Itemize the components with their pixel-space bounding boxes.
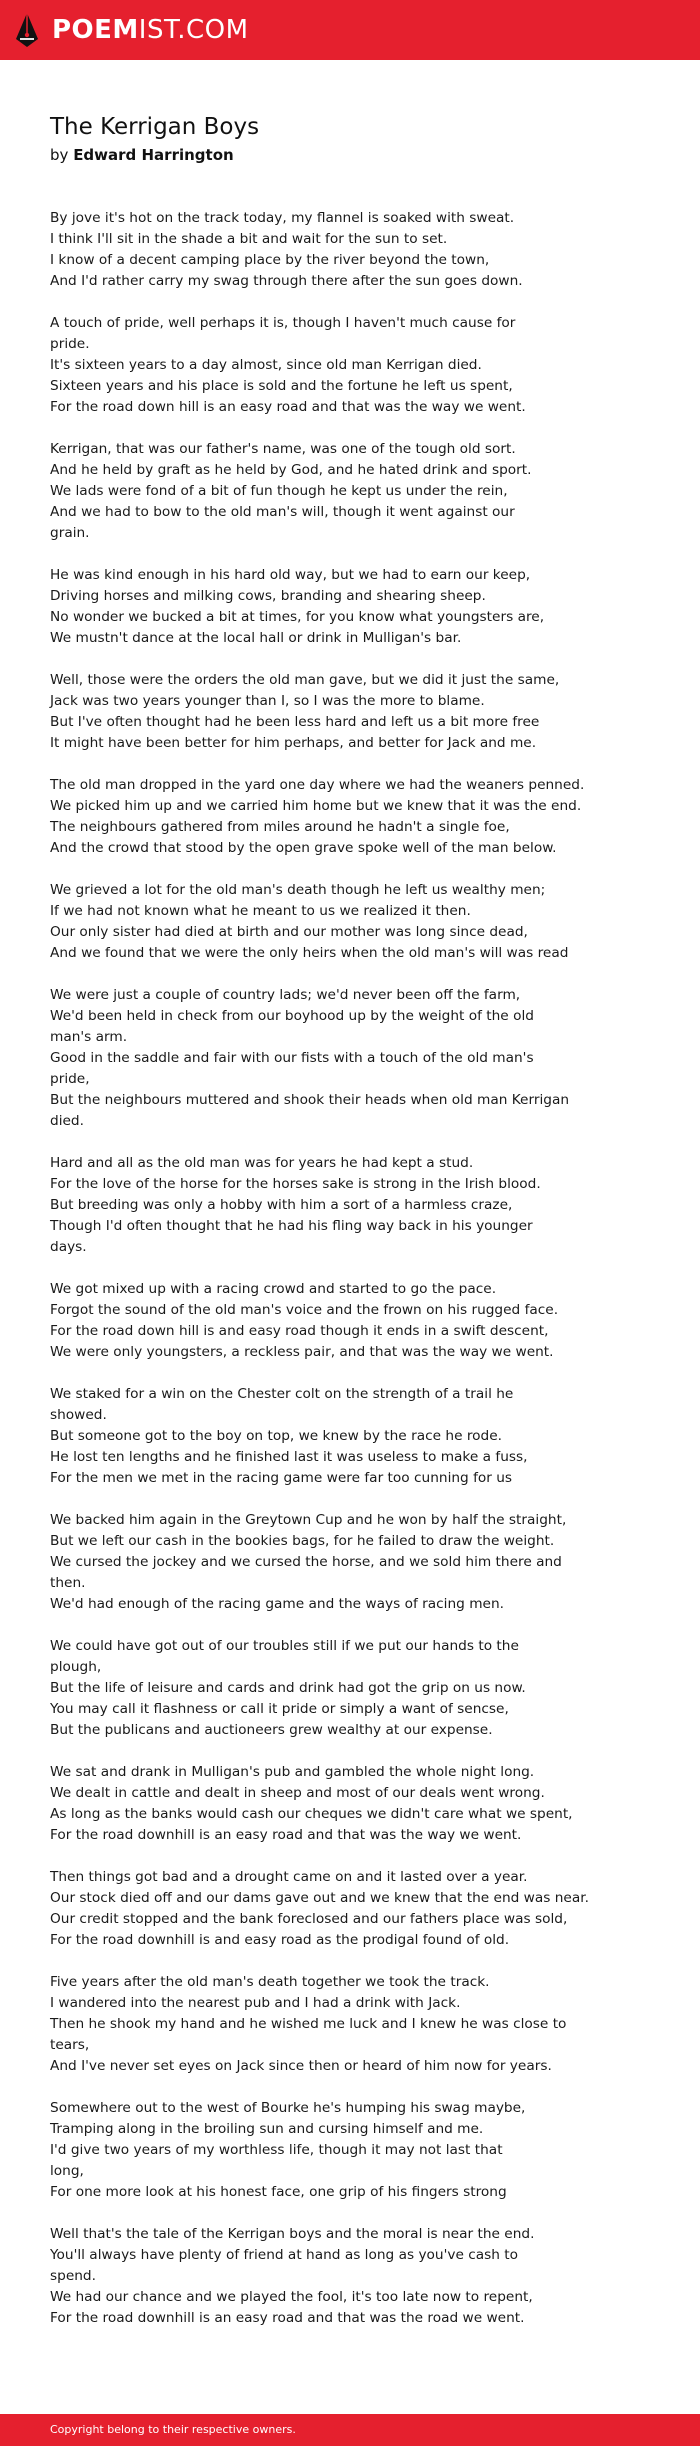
poem-line: For the love of the horse for the horses sake is strong in the Irish blood. xyxy=(50,1176,541,1192)
poem-line: I wandered into the nearest pub and I had a drink with Jack. xyxy=(50,1995,461,2011)
poem-line: Driving horses and milking cows, branding and shearing sheep. xyxy=(50,588,486,604)
poem-line: And we found that we were the only heirs when the old man's will was read xyxy=(50,945,569,961)
stanza xyxy=(50,880,610,964)
poem-line: We were just a couple of country lads; we'd never been off the farm, xyxy=(50,987,521,1003)
poem-body xyxy=(50,208,610,2329)
poem-line: You'll always have plenty of friend at hand as long as you've cash to xyxy=(50,2247,519,2263)
poem-line: We staked for a win on the Chester colt on the strength of a trail he xyxy=(50,1386,514,1402)
poem-line: He was kind enough in his hard old way, but we had to earn our keep, xyxy=(50,567,531,583)
poem-line: For the road down hill is an easy road and that was the way we went. xyxy=(50,399,526,415)
poem-line: But breeding was only a hobby with him a sort of a harmless craze, xyxy=(50,1197,513,1213)
poem-line: We grieved a lot for the old man's death though he left us wealthy men; xyxy=(50,882,546,898)
poem-line: man's arm. xyxy=(50,1029,128,1045)
stanza xyxy=(50,1636,610,1741)
poem-line: And the crowd that stood by the open grave spoke well of the man below. xyxy=(50,840,557,856)
poem-line: As long as the banks would cash our cheques we didn't care what we spent, xyxy=(50,1806,573,1822)
stanza xyxy=(50,1384,610,1489)
stanza xyxy=(50,1510,610,1615)
poem-line: Kerrigan, that was our father's name, was one of the tough old sort. xyxy=(50,441,516,457)
poem-title: The Kerrigan Boys xyxy=(50,114,260,140)
poem-line: We mustn't dance at the local hall or drink in Mulligan's bar. xyxy=(50,630,462,646)
poem-line: But the publicans and auctioneers grew wealthy at our expense. xyxy=(50,1722,493,1738)
poem-line: We could have got out of our troubles still if we put our hands to the xyxy=(50,1638,519,1654)
byline-prefix: by xyxy=(50,146,69,164)
poem-line: Well that's the tale of the Kerrigan boys and the moral is near the end. xyxy=(50,2226,535,2242)
poem-line: Tramping along in the broiling sun and cursing himself and me. xyxy=(50,2121,484,2137)
poem-line: We sat and drank in Mulligan's pub and gambled the whole night long. xyxy=(50,1764,535,1780)
poem-line: We'd been held in check from our boyhood up by the weight of the old xyxy=(50,1008,534,1024)
poem-line: For one more look at his honest face, one grip of his fingers strong xyxy=(50,2184,507,2200)
poem-line: A touch of pride, well perhaps it is, though I haven't much cause for xyxy=(50,315,516,331)
poem-line: showed. xyxy=(50,1407,107,1423)
poem-line: For the road down hill is and easy road though it ends in a swift descent, xyxy=(50,1323,549,1339)
poem-line: It might have been better for him perhaps, and better for Jack and me. xyxy=(50,735,537,751)
copyright-notice: Copyright belong to their respective owners. xyxy=(50,2423,296,2436)
poem-line: Hard and all as the old man was for years he had kept a stud. xyxy=(50,1155,474,1171)
poem-line: Five years after the old man's death together we took the track. xyxy=(50,1974,490,1990)
poem-line: Our credit stopped and the bank foreclosed and our fathers place was sold, xyxy=(50,1911,568,1927)
stanza xyxy=(50,985,610,1132)
poem-line: For the road downhill is and easy road as the prodigal found of old. xyxy=(50,1932,510,1948)
stanza xyxy=(50,208,610,292)
poem-line: Good in the saddle and fair with our fists with a touch of the old man's xyxy=(50,1050,534,1066)
poem-line: But I've often thought had he been less hard and left us a bit more free xyxy=(50,714,540,730)
stanza xyxy=(50,1279,610,1363)
poem-line: And I've never set eyes on Jack since then or heard of him now for years. xyxy=(50,2058,552,2074)
poem-line: We'd had enough of the racing game and the ways of racing men. xyxy=(50,1596,504,1612)
poem-line: He lost ten lengths and he finished last it was useless to make a fuss, xyxy=(50,1449,528,1465)
stanza xyxy=(50,1972,610,2077)
poem-line: But we left our cash in the bookies bags, for he failed to draw the weight. xyxy=(50,1533,555,1549)
poem-line: For the road downhill is an easy road and that was the road we went. xyxy=(50,2310,525,2326)
poem-line: But the neighbours muttered and shook their heads when old man Kerrigan xyxy=(50,1092,570,1108)
poem-line: The neighbours gathered from miles around he hadn't a single foe, xyxy=(50,819,510,835)
poem-line: We were only youngsters, a reckless pair, and that was the way we went. xyxy=(50,1344,554,1360)
poem-line: Somewhere out to the west of Bourke he's humping his swag maybe, xyxy=(50,2100,526,2116)
poem-line: Sixteen years and his place is sold and the fortune he left us spent, xyxy=(50,378,513,394)
poem-line: You may call it flashness or call it pride or simply a want of sencse, xyxy=(50,1701,509,1717)
poem-line: And we had to bow to the old man's will, though it went against our xyxy=(50,504,515,520)
poem-line: By jove it's hot on the track today, my flannel is soaked with sweat. xyxy=(50,210,515,226)
stanza xyxy=(50,1867,610,1951)
poem-line: I'd give two years of my worthless life, though it may not last that xyxy=(50,2142,503,2158)
footer-bar xyxy=(0,2414,700,2446)
poem-line: pride. xyxy=(50,336,90,352)
poem-line: For the men we met in the racing game were far too cunning for us xyxy=(50,1470,513,1486)
byline xyxy=(50,144,610,166)
poem-line: Then he shook my hand and he wished me luck and I knew he was close to xyxy=(50,2016,567,2032)
poem-line: And he held by graft as he held by God, and he hated drink and sport. xyxy=(50,462,532,478)
poem-line: We picked him up and we carried him home but we knew that it was the end. xyxy=(50,798,582,814)
poem-line: For the road downhill is an easy road and that was the way we went. xyxy=(50,1827,522,1843)
poem-line: died. xyxy=(50,1113,84,1129)
poem-line: We had our chance and we played the fool, it's too late now to repent, xyxy=(50,2289,533,2305)
poem-line: long, xyxy=(50,2163,84,2179)
poem-line: I think I'll sit in the shade a bit and wait for the sun to set. xyxy=(50,231,448,247)
poem-line: The old man dropped in the yard one day where we had the weaners penned. xyxy=(50,777,585,793)
poem-line: We dealt in cattle and dealt in sheep and most of our deals went wrong. xyxy=(50,1785,545,1801)
top-bar xyxy=(0,0,700,60)
poem-line: We backed him again in the Greytown Cup and he won by half the straight, xyxy=(50,1512,567,1528)
brand-wordmark: POEMIST.COM xyxy=(52,15,249,45)
stanza xyxy=(50,565,610,649)
poem-line: Jack was two years younger than I, so I was the more to blame. xyxy=(50,693,485,709)
stanza xyxy=(50,439,610,544)
poem-line: But the life of leisure and cards and drink had got the grip on us now. xyxy=(50,1680,526,1696)
poem-line: Our only sister had died at birth and our mother was long since dead, xyxy=(50,924,528,940)
stanza xyxy=(50,1153,610,1258)
poem-line: then. xyxy=(50,1575,86,1591)
stanza xyxy=(50,1762,610,1846)
poem-line: pride, xyxy=(50,1071,90,1087)
site-logo-link[interactable] xyxy=(14,12,249,48)
poem-line: No wonder we bucked a bit at times, for you know what youngsters are, xyxy=(50,609,545,625)
poem-line: And I'd rather carry my swag through there after the sun goes down. xyxy=(50,273,523,289)
author-link[interactable]: Edward Harrington xyxy=(73,146,234,164)
poem-line: days. xyxy=(50,1239,87,1255)
poem-line: But someone got to the boy on top, we knew by the race he rode. xyxy=(50,1428,503,1444)
poem-line: If we had not known what he meant to us we realized it then. xyxy=(50,903,471,919)
poem-line: It's sixteen years to a day almost, since old man Kerrigan died. xyxy=(50,357,482,373)
poem-line: plough, xyxy=(50,1659,102,1675)
poem-line: We lads were fond of a bit of fun though he kept us under the rein, xyxy=(50,483,508,499)
poem-line: spend. xyxy=(50,2268,96,2284)
poem-line: We got mixed up with a racing crowd and started to go the pace. xyxy=(50,1281,497,1297)
poem-line: Then things got bad and a drought came on and it lasted over a year. xyxy=(50,1869,528,1885)
stanza xyxy=(50,313,610,418)
stanza xyxy=(50,670,610,754)
poem-line: Our stock died off and our dams gave out and we knew that the end was near. xyxy=(50,1890,589,1906)
poem-line: Though I'd often thought that he had his fling way back in his younger xyxy=(50,1218,533,1234)
poem-article xyxy=(50,112,610,2350)
stanza xyxy=(50,775,610,859)
stanza xyxy=(50,2098,610,2203)
stanza xyxy=(50,2224,610,2329)
poem-line: I know of a decent camping place by the river beyond the town, xyxy=(50,252,490,268)
poem-line: tears, xyxy=(50,2037,90,2053)
poem-line: Well, those were the orders the old man gave, but we did it just the same, xyxy=(50,672,560,688)
poem-line: grain. xyxy=(50,525,90,541)
poem-line: Forgot the sound of the old man's voice and the frown on his rugged face. xyxy=(50,1302,559,1318)
quill-pen-icon xyxy=(14,12,40,48)
poem-line: We cursed the jockey and we cursed the horse, and we sold him there and xyxy=(50,1554,562,1570)
